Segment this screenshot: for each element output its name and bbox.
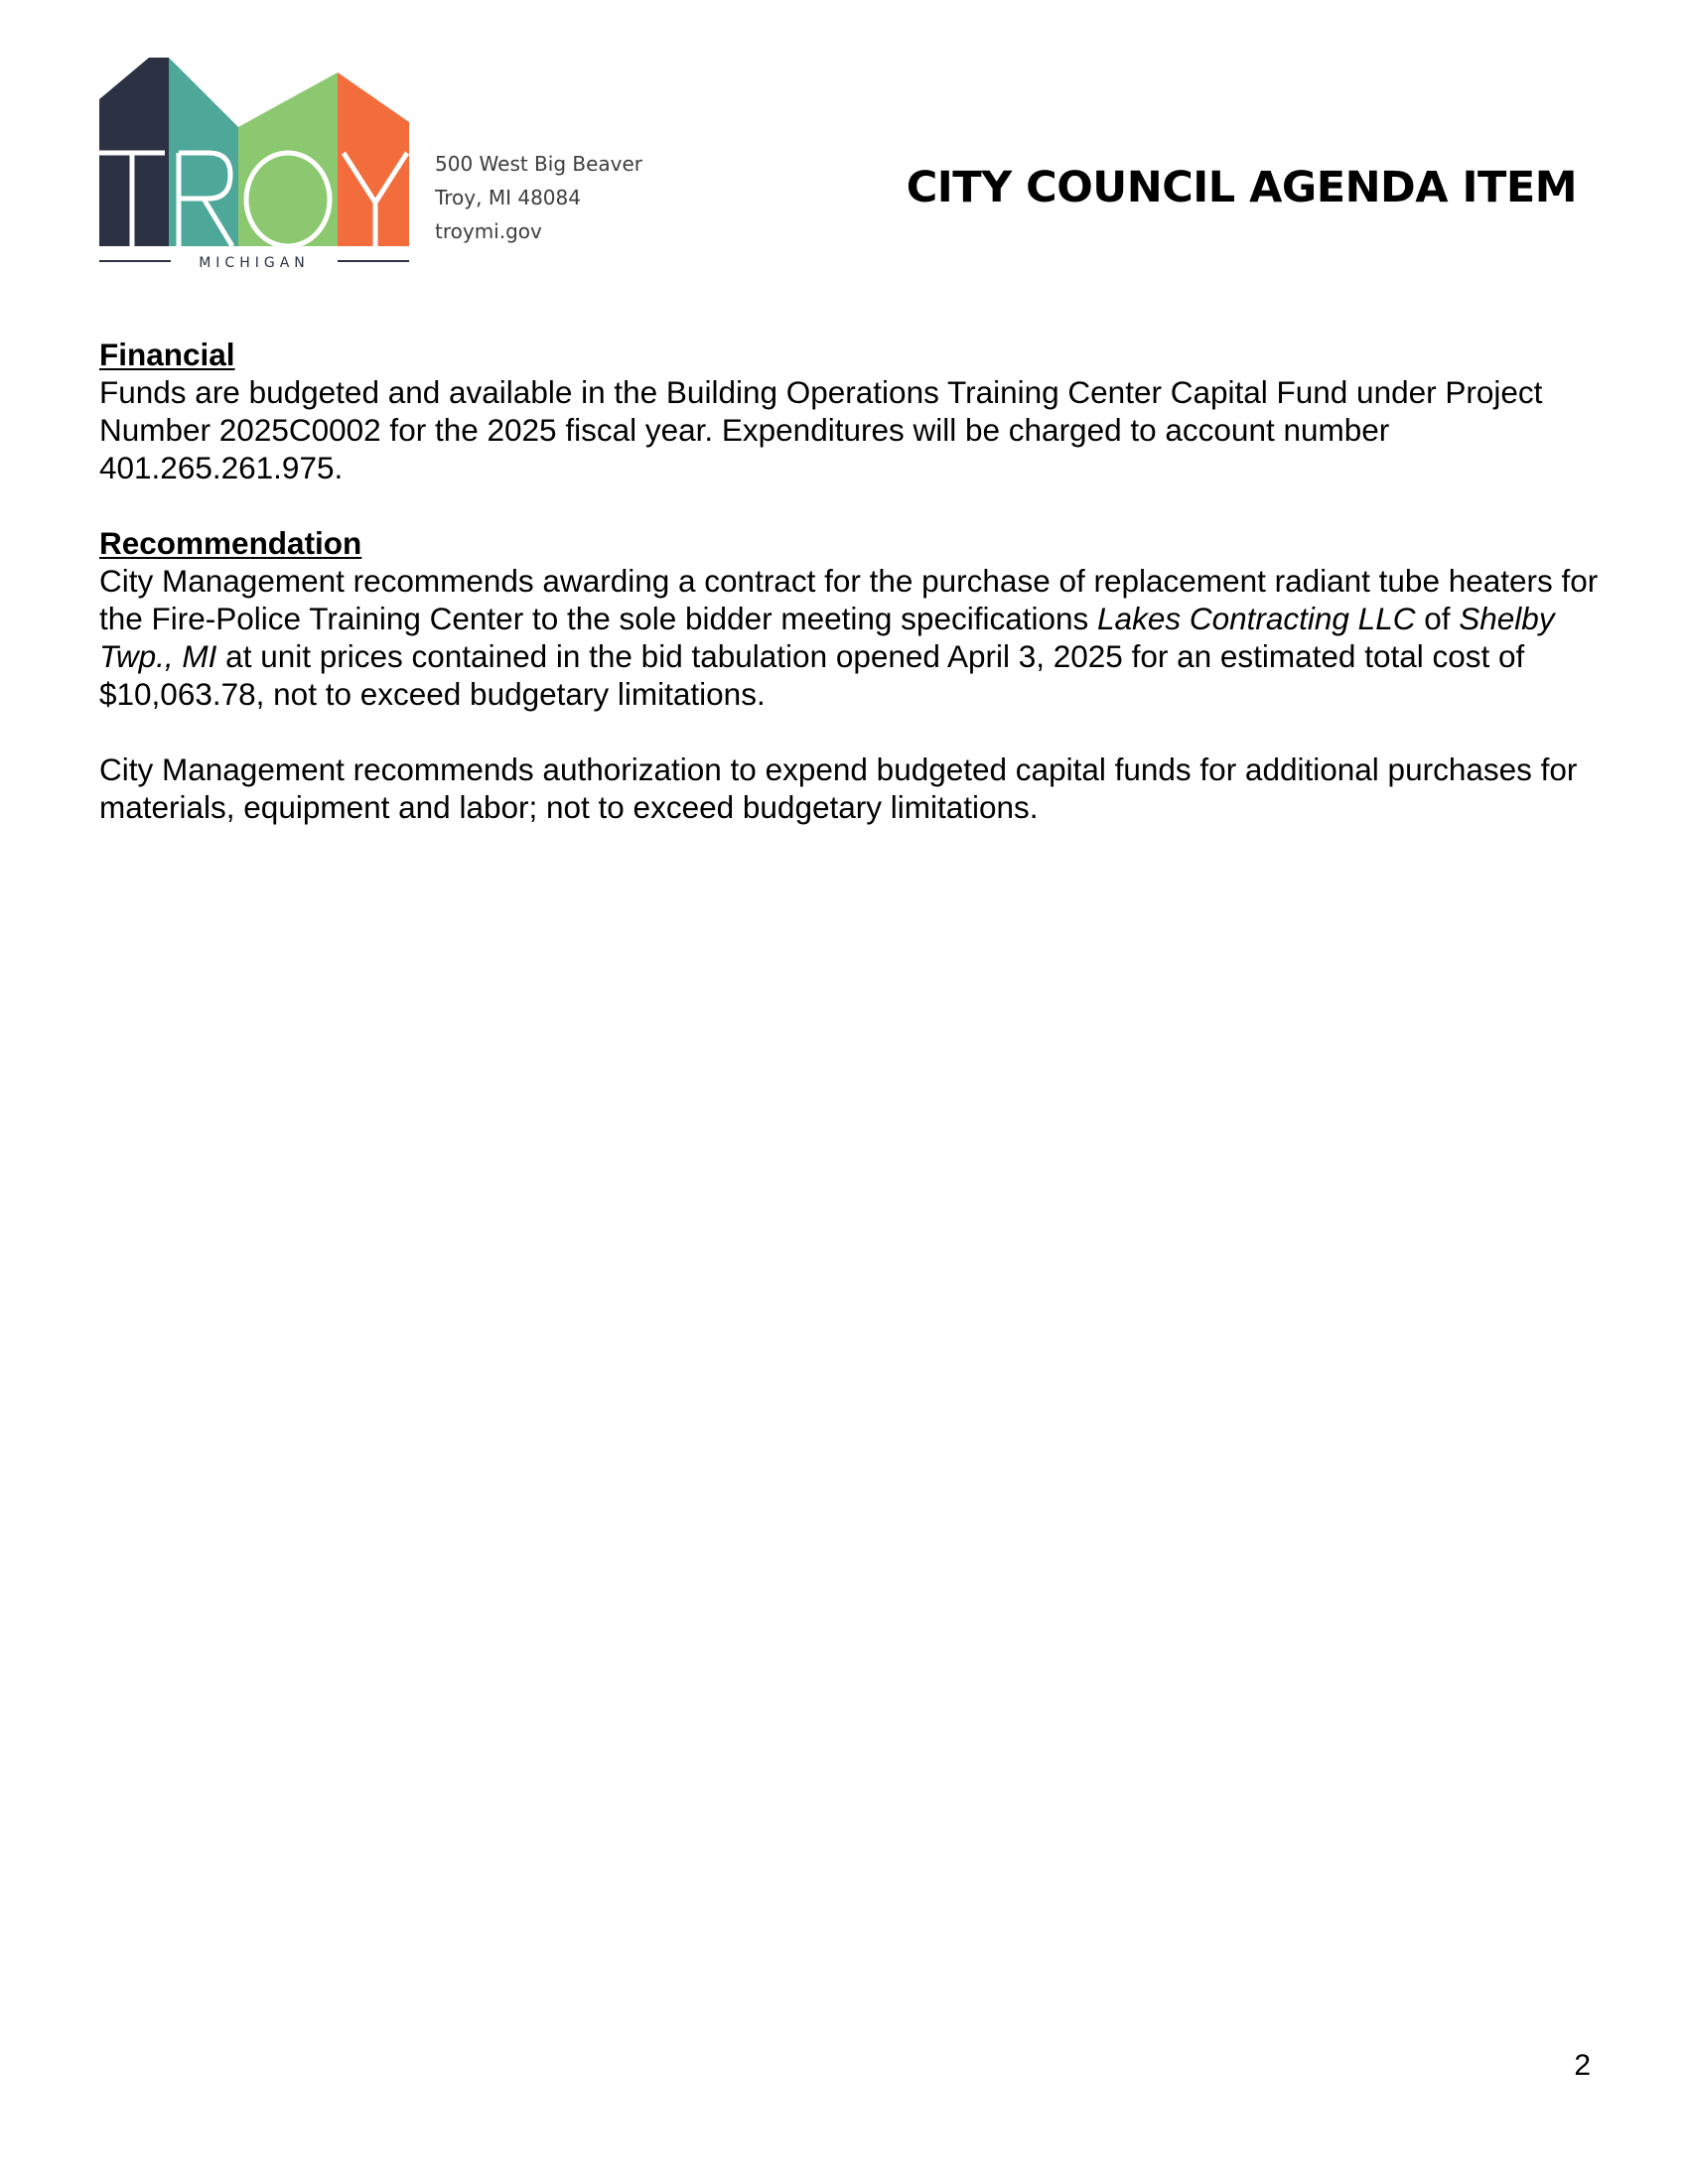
paragraph-spacer xyxy=(99,713,1599,751)
vendor-location: Shelby Twp., MI xyxy=(99,601,1555,674)
troy-michigan-logo xyxy=(99,58,409,271)
financial-heading: Financial xyxy=(99,337,235,372)
troy-logo-graphic xyxy=(99,58,409,271)
rec-text-2: of xyxy=(1415,601,1460,636)
city-address xyxy=(435,147,642,248)
logo-state-text: MICHIGAN xyxy=(199,255,310,271)
recommendation-paragraph-1 xyxy=(99,562,1599,713)
page-number: 2 xyxy=(1574,2049,1591,2082)
rec-text-1: City Management recommends awarding a contract for the purchase of replacement radiant tube heaters for the Fire-Police Training Center to the sole bidder meeting specifications xyxy=(99,563,1599,636)
recommendation-heading: Recommendation xyxy=(99,525,362,561)
address-line-1: 500 West Big Beaver xyxy=(435,152,643,176)
financial-paragraph: Funds are budgeted and available in the Building Operations Training Center Capital Fund under Project Number 2025C0002 for the 2025 fiscal year. Expenditures will be charged to account number 401.265.261.975. xyxy=(99,374,1543,485)
website-text: troymi.gov xyxy=(435,219,542,243)
page-title: CITY COUNCIL AGENDA ITEM xyxy=(906,163,1577,212)
vendor-name: Lakes Contracting LLC xyxy=(1097,601,1416,636)
recommendation-paragraph-2: City Management recommends authorization to expend budgeted capital funds for additional purchases for materials, equipment and labor; not to exceed budgetary limitations. xyxy=(99,751,1578,825)
document-body xyxy=(99,336,1599,826)
address-line-2: Troy, MI 48084 xyxy=(435,186,581,209)
section-spacer xyxy=(99,486,1599,524)
rec-text-3: at unit prices contained in the bid tabulation opened April 3, 2025 for an estimated total cost of $10,063.78, not to exceed budgetary limitations. xyxy=(99,638,1525,712)
